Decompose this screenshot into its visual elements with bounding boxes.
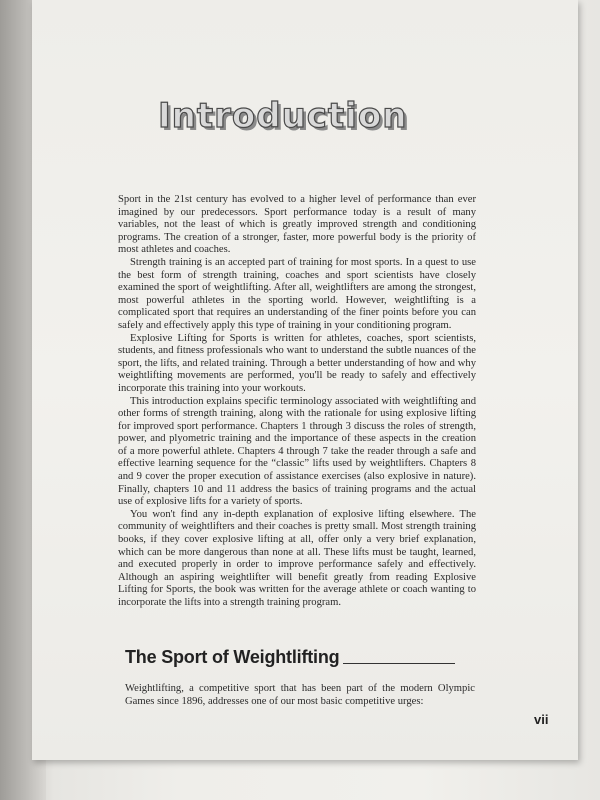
section-title: The Sport of Weightlifting	[125, 647, 340, 667]
page-number: vii	[534, 712, 549, 727]
paragraph: Sport in the 21st century has evolved to a higher level of performance than ever imagined by our predecessors. Sport performance today is a result of many variables, not the least of which is greatly improved strength and conditioning programs. The creation of a stronger, faster, more powerful body is the priority of most athletes and coaches.	[118, 194, 476, 256]
page-title: Introduction	[158, 96, 408, 136]
paragraph: This introduction explains specific terminology associated with weightlifting and other forms of strength training, along with the rationale for using explosive lifting for improved sport performance. Chapters 1 through 3 discuss the roles of strength, power, and plyometric training and the importance of these aspects in the creation of a more powerful athlete. Chapters 4 through 7 take the reader through a safe and effective learning sequence for the “classic” lifts used by weightlifters. Chapters 8 and 9 cover the proper execution of assistance exercises (also explosive in nature). Finally, chapters 10 and 11 address the basics of training programs and the actual use of explosive lifts for a variety of sports.	[118, 395, 476, 508]
section-body	[125, 683, 475, 708]
paragraph: Strength training is an accepted part of training for most sports. In a quest to use the best form of strength training, coaches and sport scientists have closely examined the sport of weightlifting. After all, weightlifters are among the strongest, most powerful athletes in the sporting world. However, weightlifting is a complicated sport that requires an understanding of the finer points before you can safely and effectively apply this type of training in your conditioning program.	[118, 256, 476, 331]
paragraph: Weightlifting, a competitive sport that has been part of the modern Olympic Games since 1896, addresses one of our most basic competitive urges:	[125, 683, 475, 707]
intro-body	[118, 194, 476, 610]
paragraph: You won't find any in-depth explanation of explosive lifting elsewhere. The community of weightlifters and their coaches is pretty small. Most strength training books, if they cover explosive lifting at all, offer only a very brief explanation, which can be more dangerous than none at all. These lifts must be taught, learned, and executed properly in order to improve performance safely and effectively. Although an aspiring weightlifter will benefit greatly from reading Explosive Lifting for Sports, the book was written for the average athlete or coach wanting to incorporate the lifts into a strength training program.	[118, 508, 476, 608]
section-rule	[343, 663, 455, 664]
paragraph: Explosive Lifting for Sports is written for athletes, coaches, sport scientists, students, and fitness professionals who want to understand the subtle nuances of the sport, the lifts, and related training. Through a better understanding of how and why weightlifting movements are performed, you'll be ready to safely and effectively incorporate this training into your workouts.	[118, 332, 476, 394]
section-heading	[125, 647, 455, 668]
